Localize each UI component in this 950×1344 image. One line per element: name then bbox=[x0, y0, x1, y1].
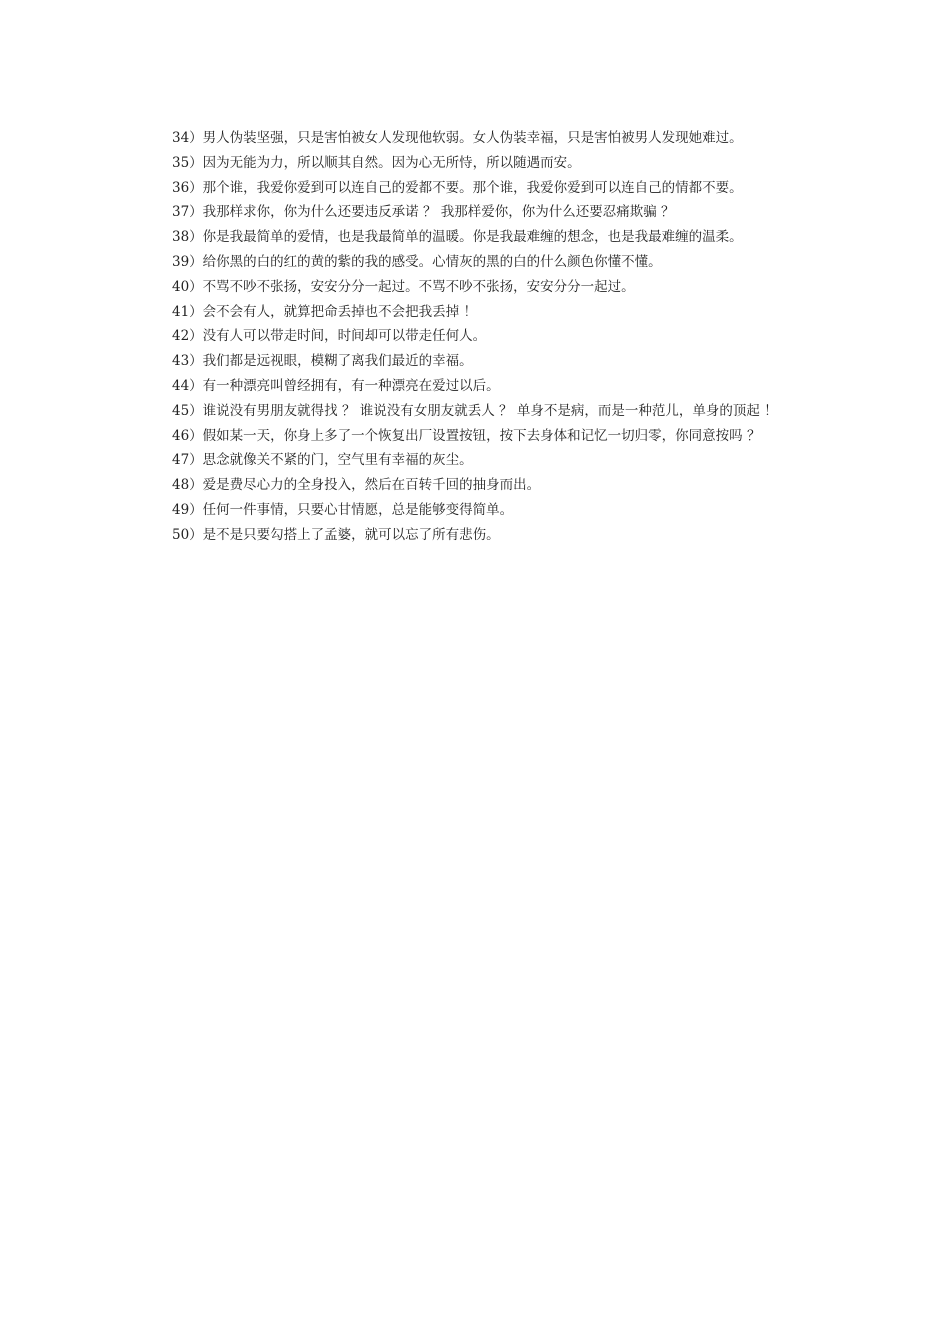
list-item: 37）我那样求你，你为什么还要违反承诺 ？ 我那样爱你，你为什么还要忍痛欺骗 ？ bbox=[172, 204, 675, 221]
list-item: 39）给你黑的白的红的黄的紫的我的感受。心情灰的黑的白的什么颜色你懂不懂。 bbox=[172, 253, 662, 270]
list-item: 47）思念就像关不紧的门，空气里有幸福的灰尘。 bbox=[172, 452, 473, 469]
list-item: 41）会不会有人，就算把命丢掉也不会把我丢掉 ！ bbox=[172, 303, 477, 320]
list-item: 44）有一种漂亮叫曾经拥有，有一种漂亮在爱过以后。 bbox=[172, 377, 500, 394]
list-item: 46）假如某一天，你身上多了一个恢复出厂设置按钮，按下去身体和记忆一切归零，你同意按吗 ？ bbox=[172, 427, 761, 444]
list-item: 35）因为无能为力，所以顺其自然。因为心无所恃，所以随遇而安。 bbox=[172, 154, 581, 171]
list-item: 43）我们都是远视眼，模糊了离我们最近的幸福。 bbox=[172, 353, 473, 370]
document-body bbox=[145, 126, 803, 548]
list-item: 45）谁说没有男朋友就得找 ？ 谁说没有女朋友就丢人 ？ 单身不是病，而是一种范儿，单身的顶起 ！ bbox=[172, 402, 778, 419]
list-item: 40）不骂不吵不张扬，安安分分一起过。不骂不吵不张扬，安安分分一起过。 bbox=[172, 278, 635, 295]
list-item: 50）是不是只要勾搭上了孟婆，就可以忘了所有悲伤。 bbox=[172, 526, 500, 543]
list-item: 34）男人伪装坚强，只是害怕被女人发现他软弱。女人伪装幸福，只是害怕被男人发现她难过。 bbox=[172, 130, 743, 146]
list-item: 36）那个谁，我爱你爱到可以连自己的爱都不要。那个谁，我爱你爱到可以连自己的情都不要。 bbox=[172, 179, 743, 196]
list-item: 38）你是我最简单的爱情，也是我最简单的温暖。你是我最难缠的想念，也是我最难缠的温柔。 bbox=[172, 229, 743, 246]
list-item: 49）任何一件事情，只要心甘情愿，总是能够变得简单。 bbox=[172, 501, 514, 518]
list-item: 48）爱是费尽心力的全身投入，然后在百转千回的抽身而出。 bbox=[172, 477, 541, 494]
list-item: 42）没有人可以带走时间，时间却可以带走任何人。 bbox=[172, 328, 487, 345]
